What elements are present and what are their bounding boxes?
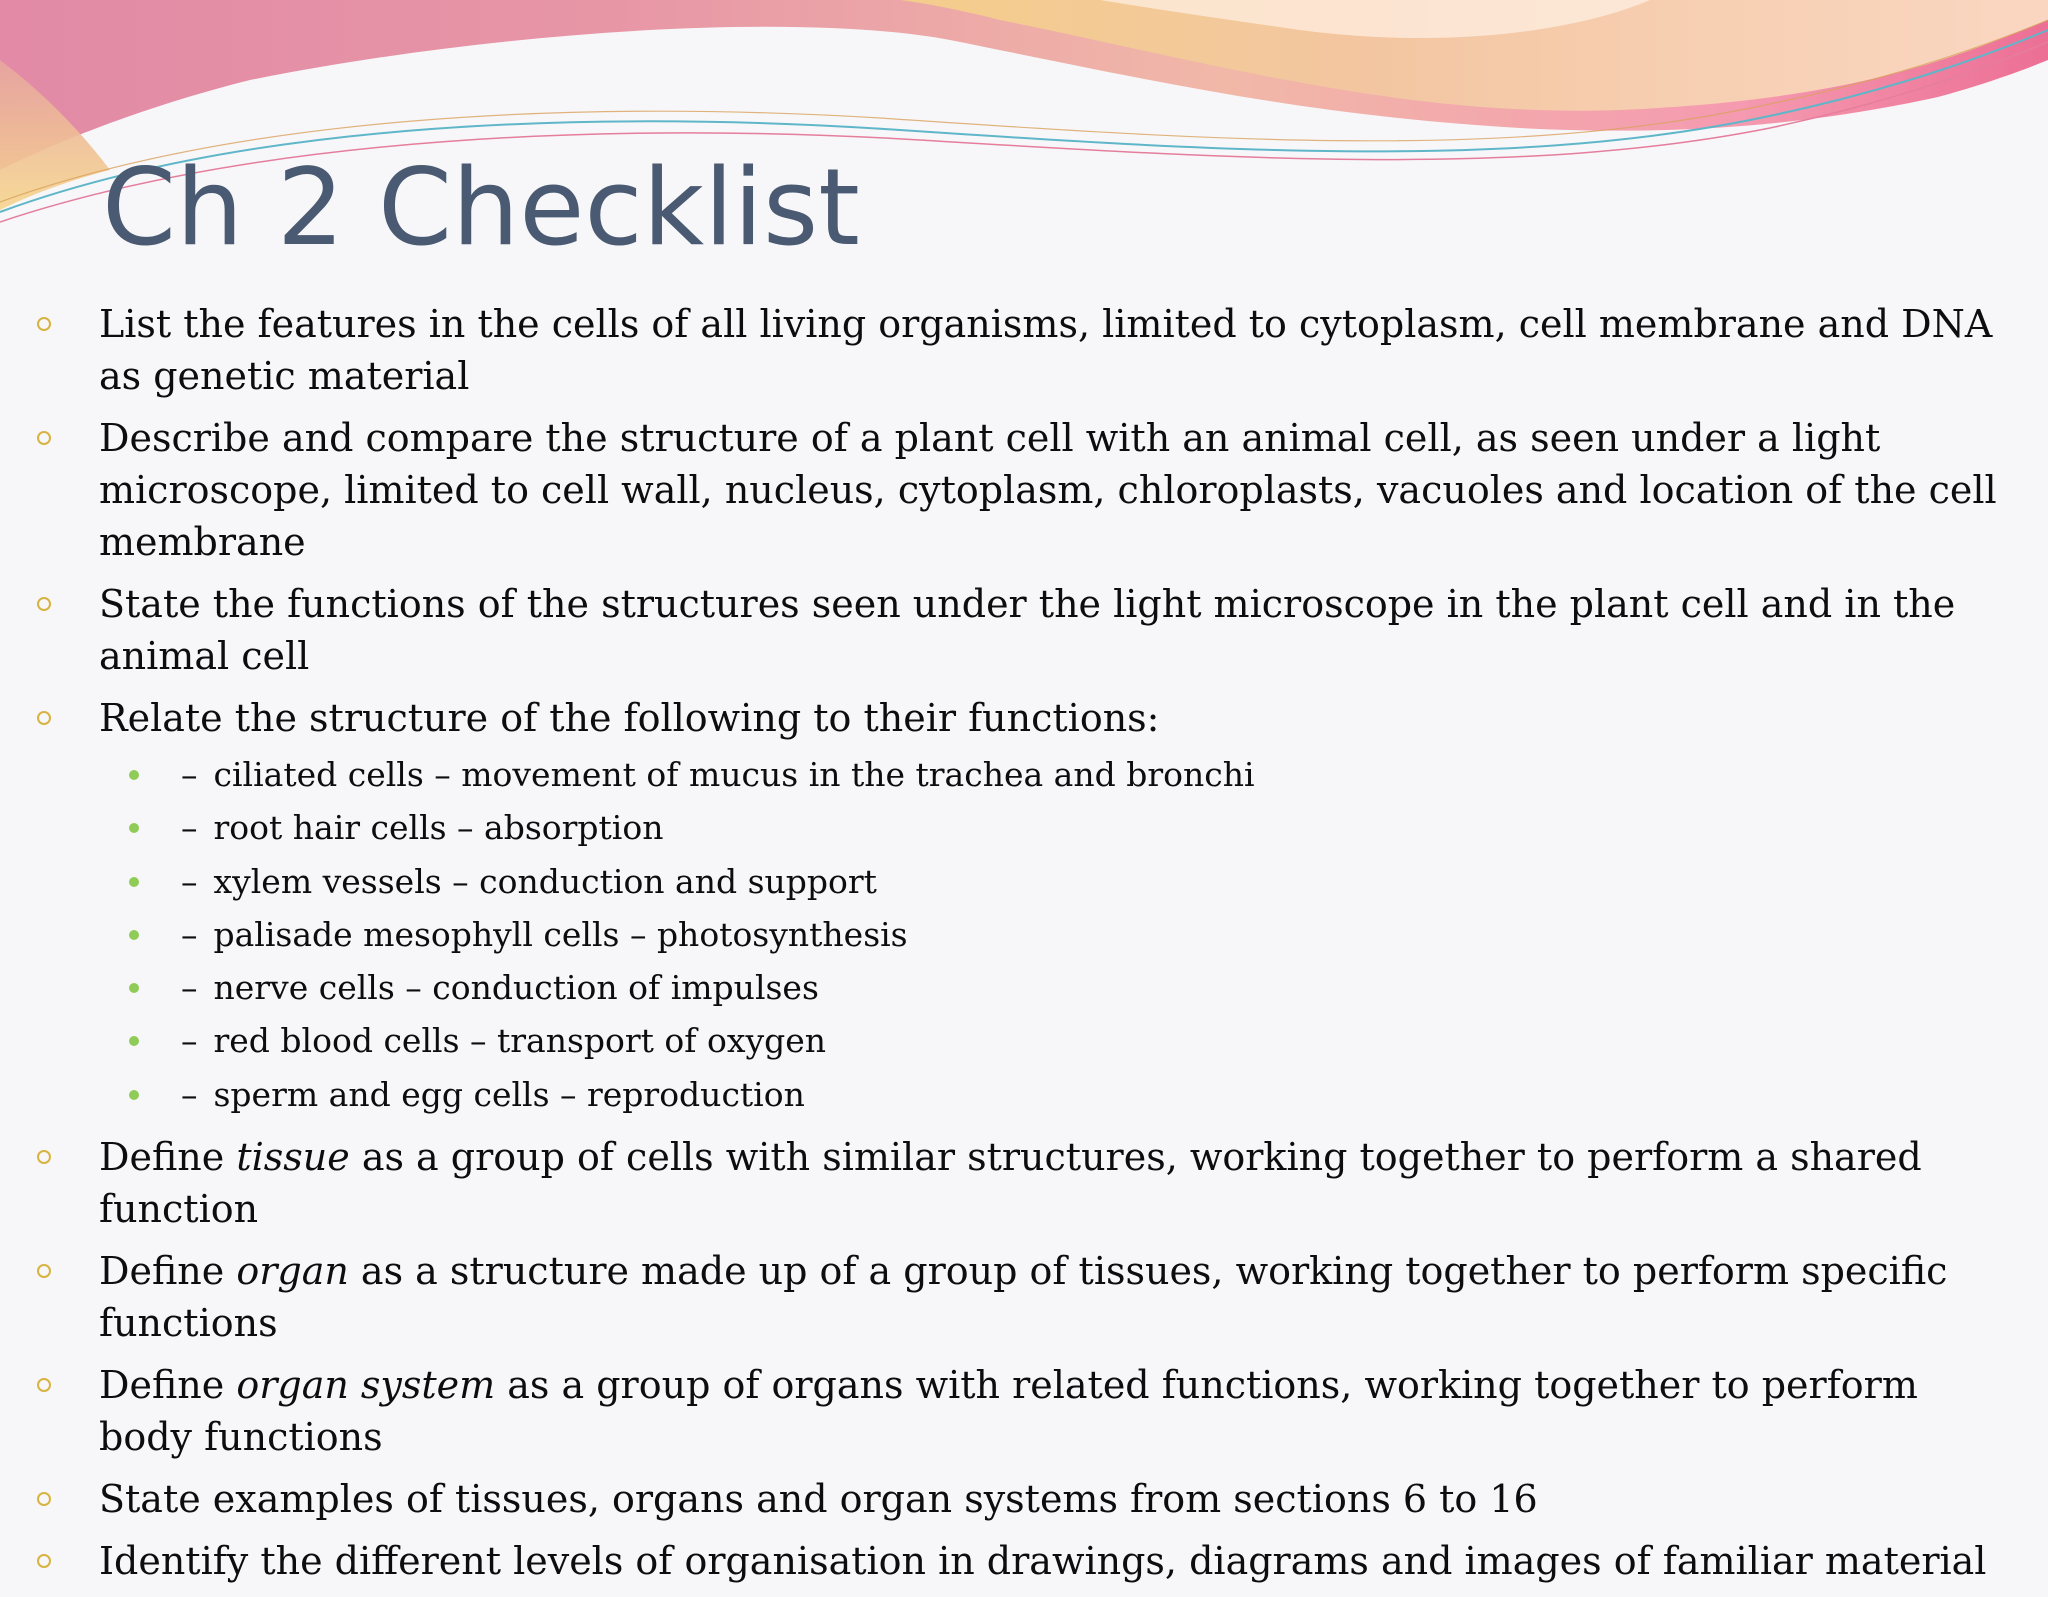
checklist-item	[0, 1131, 2048, 1235]
checklist-item-text: Identify the different levels of organisation in drawings, diagrams and images of familiar material	[99, 1539, 1987, 1584]
checklist-item	[0, 1359, 2048, 1463]
definition-prefix: Define	[99, 1135, 237, 1180]
sublist-item	[99, 801, 2008, 854]
sublist-item	[99, 855, 2008, 908]
checklist-item	[0, 412, 2048, 568]
ring-bullet-icon	[37, 1378, 51, 1392]
checklist-item-text: List the features in the cells of all living organisms, limited to cytoplasm, cell membrane and DNA as genetic material	[99, 302, 1993, 398]
checklist-item-text	[99, 1245, 2008, 1349]
sublist-item-text: root hair cells – absorption	[213, 808, 664, 848]
dot-bullet-icon	[129, 770, 139, 780]
dot-bullet-icon	[129, 1090, 139, 1100]
sublist-item	[99, 1068, 2008, 1121]
ring-bullet-icon	[37, 431, 51, 445]
dot-bullet-icon	[129, 877, 139, 887]
sublist-item-text: red blood cells – transport of oxygen	[213, 1021, 826, 1061]
defined-term: organ system	[236, 1363, 496, 1408]
checklist	[0, 298, 2048, 1597]
sublist-item-text: ciliated cells – movement of mucus in the trachea and bronchi	[213, 755, 1255, 794]
checklist-item	[0, 578, 2048, 682]
checklist-item	[0, 1473, 2048, 1525]
dash-marker: –	[181, 808, 198, 848]
checklist-item-text	[99, 1359, 2008, 1463]
definition-prefix: Define	[99, 1363, 237, 1408]
dash-marker: –	[181, 1074, 198, 1114]
dot-bullet-icon	[129, 930, 139, 940]
ring-bullet-icon	[37, 317, 51, 331]
definition-body: as a group of organs with related functions, working together to perform body functions	[99, 1363, 1918, 1460]
dash-marker: –	[181, 861, 198, 901]
sublist-item	[99, 961, 2008, 1014]
dash-marker: –	[181, 968, 198, 1008]
checklist-item	[0, 298, 2048, 402]
dash-marker: –	[181, 755, 198, 794]
definition-body: as a structure made up of a group of tissues, working together to perform specific functions	[99, 1249, 1948, 1346]
sublist-item	[99, 908, 2008, 961]
checklist-item	[0, 692, 2048, 1121]
sublist-item-text: nerve cells – conduction of impulses	[213, 968, 819, 1008]
definition-prefix: Define	[99, 1249, 237, 1294]
ring-bullet-icon	[37, 1264, 51, 1278]
checklist-item	[0, 1535, 2048, 1587]
dot-bullet-icon	[129, 1036, 139, 1046]
checklist-item-text: State the functions of the structures seen under the light microscope in the plant cell and in the animal cell	[99, 582, 1956, 678]
dot-bullet-icon	[129, 823, 139, 833]
dot-bullet-icon	[129, 983, 139, 993]
sublist-item	[99, 1014, 2008, 1067]
ring-bullet-icon	[37, 1554, 51, 1568]
sublist-item-text: sperm and egg cells – reproduction	[213, 1074, 805, 1114]
sublist-item-text: xylem vessels – conduction and support	[213, 861, 877, 901]
slide-title: Ch 2 Checklist	[102, 146, 860, 269]
ring-bullet-icon	[37, 597, 51, 611]
dash-marker: –	[181, 914, 198, 954]
structure-function-sublist	[99, 748, 2008, 1121]
checklist-item-text: Describe and compare the structure of a plant cell with an animal cell, as seen under a light microscope, limited to cell wall, nucleus, cytoplasm, chloroplasts, vacuoles and location of the cell membrane	[99, 416, 1997, 564]
sublist-item-text: palisade mesophyll cells – photosynthesis	[213, 914, 908, 954]
ring-bullet-icon	[37, 1492, 51, 1506]
definition-body: as a group of cells with similar structures, working together to perform a shared function	[99, 1135, 1922, 1232]
checklist-item	[0, 1245, 2048, 1349]
ring-bullet-icon	[37, 1150, 51, 1164]
ring-bullet-icon	[37, 711, 51, 725]
checklist-item-text: State examples of tissues, organs and organ systems from sections 6 to 16	[99, 1477, 1538, 1522]
checklist-item-text	[99, 1131, 2008, 1235]
defined-term: organ	[236, 1249, 349, 1294]
dash-marker: –	[181, 1021, 198, 1061]
sublist-item	[99, 748, 2008, 801]
checklist-item-text: Relate the structure of the following to their functions:	[99, 696, 1160, 740]
defined-term: tissue	[236, 1135, 350, 1180]
